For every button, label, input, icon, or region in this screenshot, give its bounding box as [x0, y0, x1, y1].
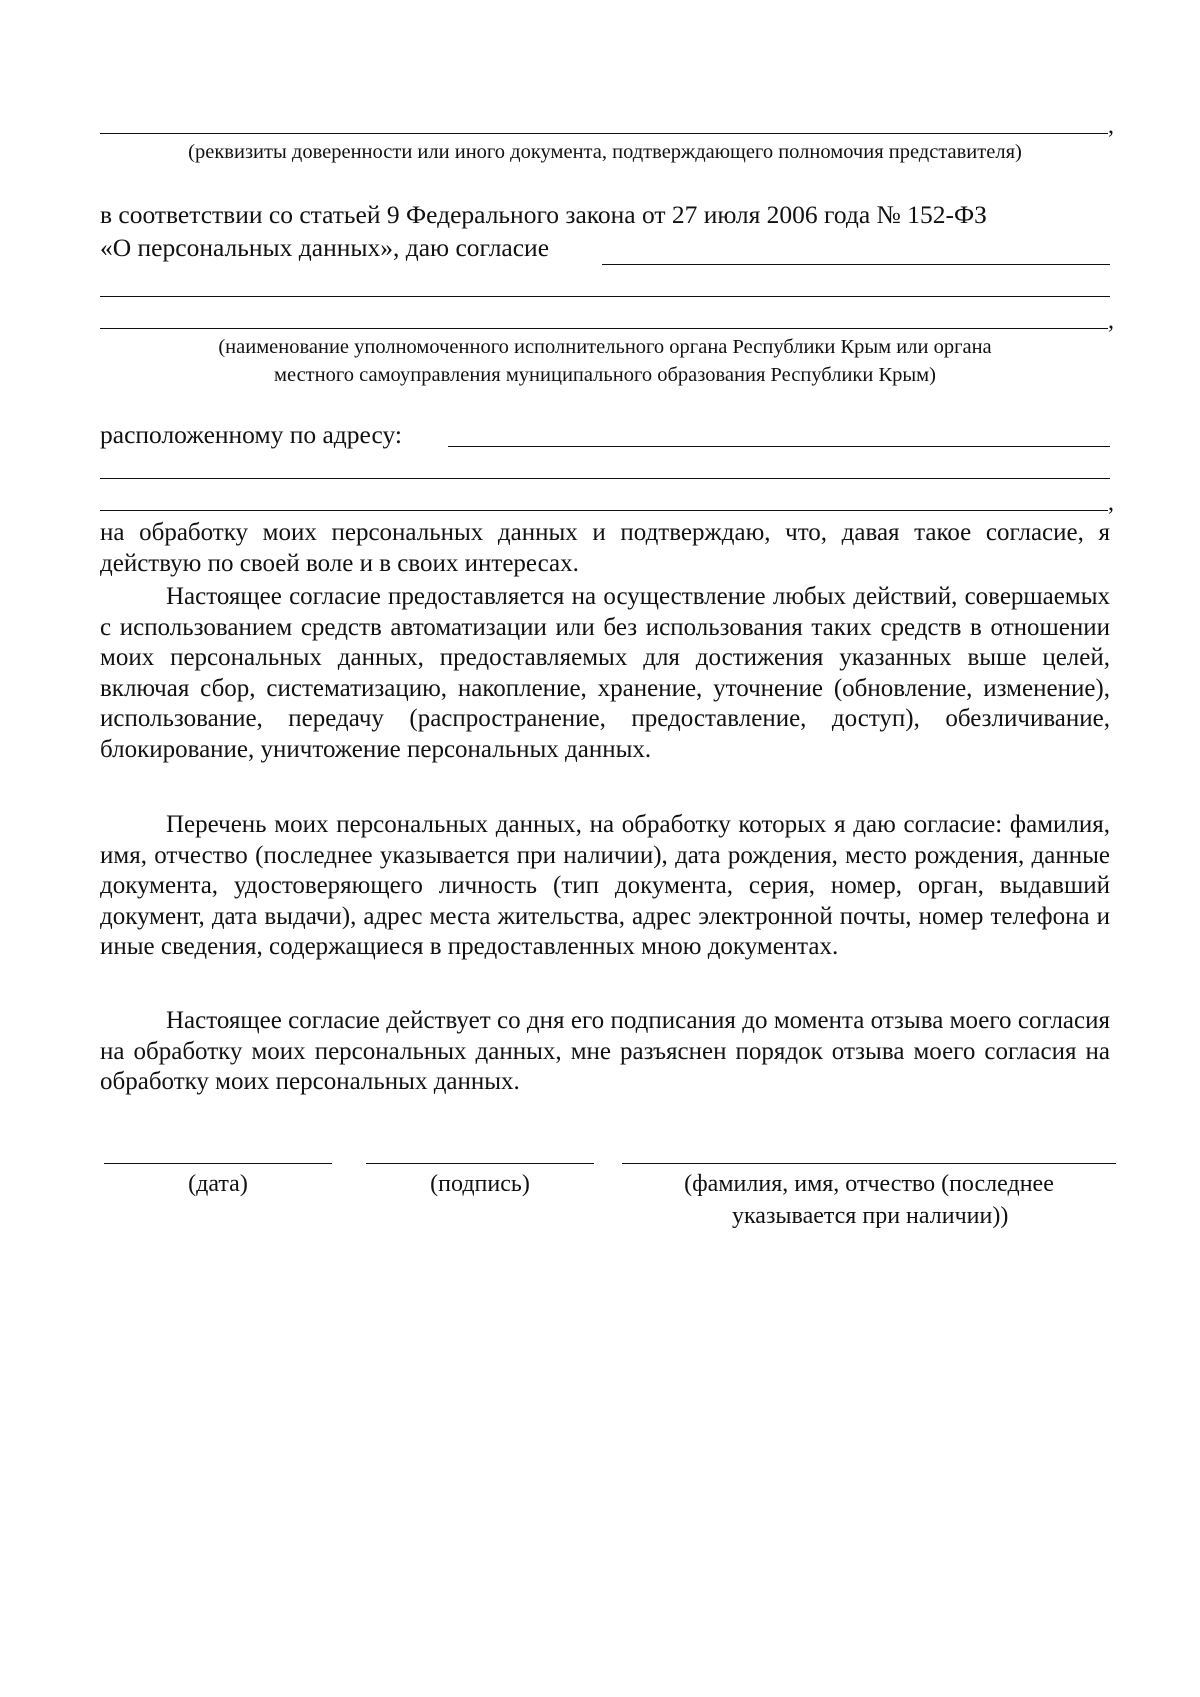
comma: ,	[1108, 490, 1114, 516]
comma: ,	[1108, 113, 1114, 139]
consent-statement-line-2: «О персональных данных», даю согласие	[100, 233, 550, 262]
signature-line	[366, 1163, 594, 1164]
comma: ,	[1108, 308, 1114, 334]
validity-paragraph	[100, 1006, 1110, 1098]
address-line-3	[100, 510, 1108, 511]
address-line-2	[100, 478, 1110, 479]
address-line-1	[448, 446, 1110, 447]
date-line	[104, 1163, 332, 1164]
authority-caption-line-1: (наименование уполномоченного исполнительного органа Республики Крым или органа	[218, 336, 992, 358]
full-name-label-line-1: (фамилия, имя, отчество (последнее	[684, 1171, 1054, 1197]
data-list-paragraph	[100, 810, 1110, 963]
address-label: расположенному по адресу:	[100, 420, 402, 449]
authority-name-line-3	[100, 328, 1108, 329]
full-name-label-line-2: указывается при наличии))	[732, 1203, 1009, 1229]
signature-label: (подпись)	[430, 1171, 530, 1197]
data-list-paragraph-text: Перечень моих персональных данных, на обработку которых я даю согласие: фамилия, имя, отчество (последнее указывается при наличии), дата рождения, место рождения, данные документа, удостоверяющего личность (тип документа, серия, номер, орган, выдавший документ, дата выдачи), адрес места жительства, адрес электронной почты, номер телефона и иные сведения, содержащиеся в предоставленных мною документах.	[100, 811, 1110, 960]
authority-caption-line-2: местного самоуправления муниципального образования Республики Крым)	[274, 364, 936, 386]
proxy-requisites-caption: (реквизиты доверенности или иного документа, подтверждающего полномочия представителя)	[188, 141, 1022, 163]
authority-name-line-1	[602, 264, 1110, 265]
processing-paragraph: на обработку моих персональных данных и подтверждаю, что, давая такое согласие, я действую по своей воле и в своих интересах.	[100, 519, 1110, 577]
authority-name-line-2	[100, 296, 1110, 297]
actions-paragraph-text: Настоящее согласие предоставляется на осуществление любых действий, совершаемых с использованием средств автоматизации или без использования таких средств в отношении моих персональных данных, предоставляемых для достижения указанных выше целей, включая сбор, систематизацию, накопление, хранение, уточнение (обновление, изменение), использование, передачу (распространение, предоставление, доступ), обезличивание, блокирование, уничтожение персональных данных.	[100, 583, 1110, 763]
full-name-line	[622, 1163, 1116, 1164]
validity-paragraph-text: Настоящее согласие действует со дня его подписания до момента отзыва моего согласия на обработку моих персональных данных, мне разъяснен порядок отзыва моего согласия на обработку моих персональных данных.	[100, 1007, 1110, 1095]
actions-paragraph	[100, 582, 1110, 765]
consent-statement-line-1: в соответствии со статьей 9 Федерального закона от 27 июля 2006 года № 152-ФЗ	[100, 200, 987, 229]
proxy-requisites-line	[100, 133, 1108, 134]
date-label: (дата)	[188, 1171, 248, 1197]
